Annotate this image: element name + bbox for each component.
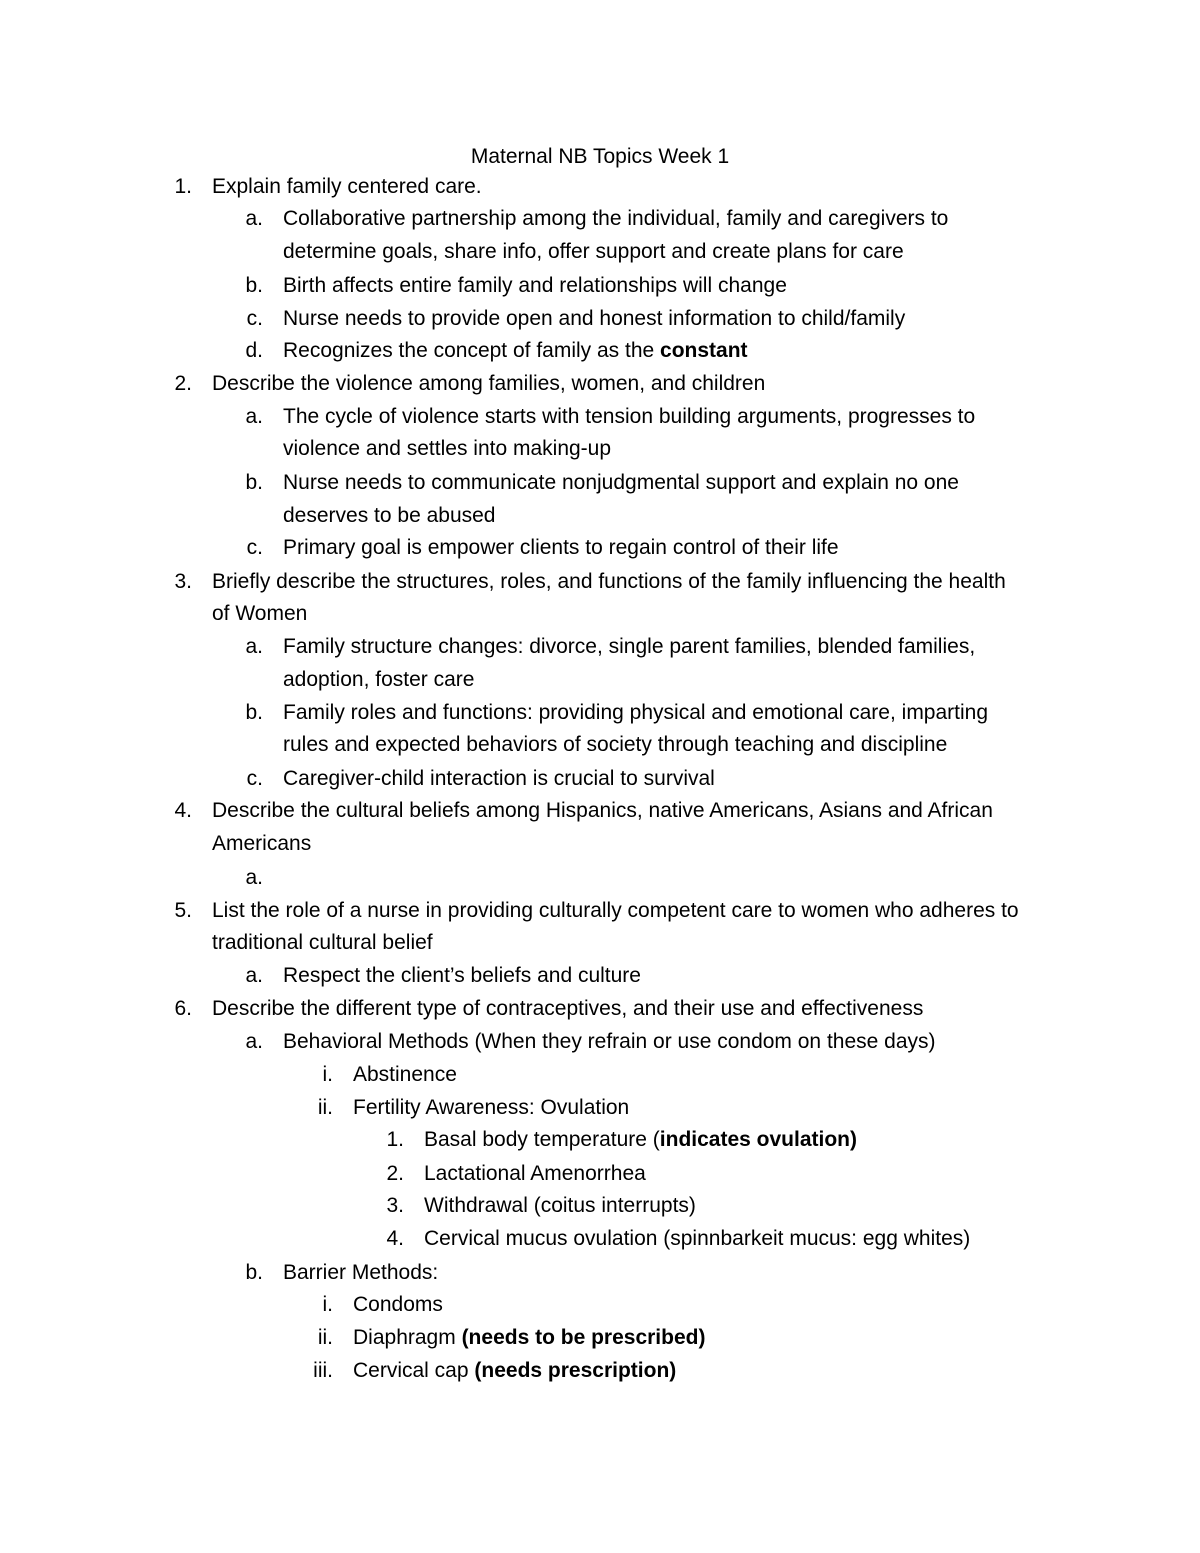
sub-item-text: Barrier Methods: bbox=[283, 1261, 439, 1284]
sub-item-letter: b. bbox=[245, 701, 263, 724]
roman-item-text: Abstinence bbox=[353, 1063, 457, 1086]
roman-numeral: i. bbox=[322, 1063, 333, 1086]
sub-item-text: Nurse needs to provide open and honest information to child/family bbox=[283, 307, 906, 330]
sub-item-letter: a. bbox=[245, 207, 263, 230]
sub-item-text-continued: rules and expected behaviors of society through teaching and discipline bbox=[283, 733, 948, 756]
item-number: 1. bbox=[174, 175, 192, 198]
numbered-sub-item-text bbox=[424, 1124, 857, 1156]
sub-item-text bbox=[283, 335, 748, 367]
item-number: 4. bbox=[174, 799, 192, 822]
item-text-continued: Americans bbox=[212, 832, 312, 855]
document-title: Maternal NB Topics Week 1 bbox=[470, 145, 730, 168]
sub-item-text: Birth affects entire family and relationships will change bbox=[283, 274, 787, 297]
roman-item-text-plain: Diaphragm bbox=[353, 1326, 462, 1349]
sub-item-text: Primary goal is empower clients to regain control of their life bbox=[283, 536, 839, 559]
sub-item-text: Family roles and functions: providing physical and emotional care, imparting bbox=[283, 701, 989, 724]
numbered-sub-item: 4. bbox=[386, 1227, 404, 1250]
numbered-sub-item: 1. bbox=[386, 1128, 404, 1151]
numbered-sub-item-text: Lactational Amenorrhea bbox=[424, 1162, 646, 1185]
sub-item-text-continued: adoption, foster care bbox=[283, 668, 475, 691]
roman-item-text: Condoms bbox=[353, 1293, 443, 1316]
item-number: 3. bbox=[174, 570, 192, 593]
roman-numeral: i. bbox=[322, 1293, 333, 1316]
sub-item-letter: a. bbox=[245, 1030, 263, 1053]
sub-item-text: Collaborative partnership among the individual, family and caregivers to bbox=[283, 207, 949, 230]
numbered-sub-item-text-plain: Basal body temperature ( bbox=[424, 1128, 660, 1151]
item-number: 5. bbox=[174, 899, 192, 922]
sub-item-letter: a. bbox=[245, 635, 263, 658]
roman-item-text-plain: Cervical cap bbox=[353, 1359, 475, 1382]
sub-item-text: Behavioral Methods (When they refrain or use condom on these days) bbox=[283, 1030, 936, 1053]
roman-item-text: Fertility Awareness: Ovulation bbox=[353, 1096, 630, 1119]
roman-numeral: ii. bbox=[317, 1326, 333, 1349]
item-text: Describe the different type of contraceptives, and their use and effectiveness bbox=[212, 997, 924, 1020]
sub-item-text-continued: determine goals, share info, offer support and create plans for care bbox=[283, 240, 904, 263]
bold-emphasis: (needs to be prescribed) bbox=[461, 1326, 706, 1349]
sub-item-letter: c. bbox=[246, 536, 263, 559]
sub-item-text: Family structure changes: divorce, single parent families, blended families, bbox=[283, 635, 976, 658]
item-text-continued: of Women bbox=[212, 602, 308, 625]
item-text: Describe the cultural beliefs among Hispanics, native Americans, Asians and African bbox=[212, 799, 993, 822]
roman-item-text bbox=[353, 1355, 676, 1387]
sub-item-letter: c. bbox=[246, 767, 263, 790]
numbered-sub-item: 3. bbox=[386, 1194, 404, 1217]
bold-emphasis: constant bbox=[660, 339, 748, 362]
sub-item-text: Respect the client’s beliefs and culture bbox=[283, 964, 641, 987]
bold-emphasis: indicates ovulation) bbox=[659, 1128, 857, 1151]
item-number: 6. bbox=[174, 997, 192, 1020]
item-text: List the role of a nurse in providing culturally competent care to women who adheres to bbox=[212, 899, 1019, 922]
numbered-sub-item-text: Withdrawal (coitus interrupts) bbox=[424, 1194, 696, 1217]
sub-item-text: Nurse needs to communicate nonjudgmental support and explain no one bbox=[283, 471, 959, 494]
item-text: Describe the violence among families, women, and children bbox=[212, 372, 766, 395]
numbered-sub-item-text: Cervical mucus ovulation (spinnbarkeit mucus: egg whites) bbox=[424, 1227, 971, 1250]
roman-item-text bbox=[353, 1322, 705, 1354]
numbered-sub-item: 2. bbox=[386, 1162, 404, 1185]
sub-item-letter: a. bbox=[245, 866, 263, 889]
bold-emphasis: (needs prescription) bbox=[474, 1359, 677, 1382]
sub-item-letter: b. bbox=[245, 274, 263, 297]
sub-item-letter: b. bbox=[245, 471, 263, 494]
roman-numeral: ii. bbox=[317, 1096, 333, 1119]
sub-item-text: Caregiver-child interaction is crucial to survival bbox=[283, 767, 715, 790]
item-text-continued: traditional cultural belief bbox=[212, 931, 433, 954]
sub-item-text-continued: violence and settles into making-up bbox=[283, 437, 612, 460]
item-text: Briefly describe the structures, roles, and functions of the family influencing the health bbox=[212, 570, 1006, 593]
sub-item-letter: a. bbox=[245, 964, 263, 987]
item-text: Explain family centered care. bbox=[212, 175, 482, 198]
sub-item-letter: c. bbox=[246, 307, 263, 330]
sub-item-letter: a. bbox=[245, 405, 263, 428]
roman-numeral: iii. bbox=[313, 1359, 333, 1382]
sub-item-text: The cycle of violence starts with tension building arguments, progresses to bbox=[283, 405, 976, 428]
sub-item-text-continued: deserves to be abused bbox=[283, 504, 496, 527]
sub-item-letter: d. bbox=[245, 339, 263, 362]
sub-item-letter: b. bbox=[245, 1261, 263, 1284]
item-number: 2. bbox=[174, 372, 192, 395]
sub-item-text-plain: Recognizes the concept of family as the bbox=[283, 339, 661, 362]
